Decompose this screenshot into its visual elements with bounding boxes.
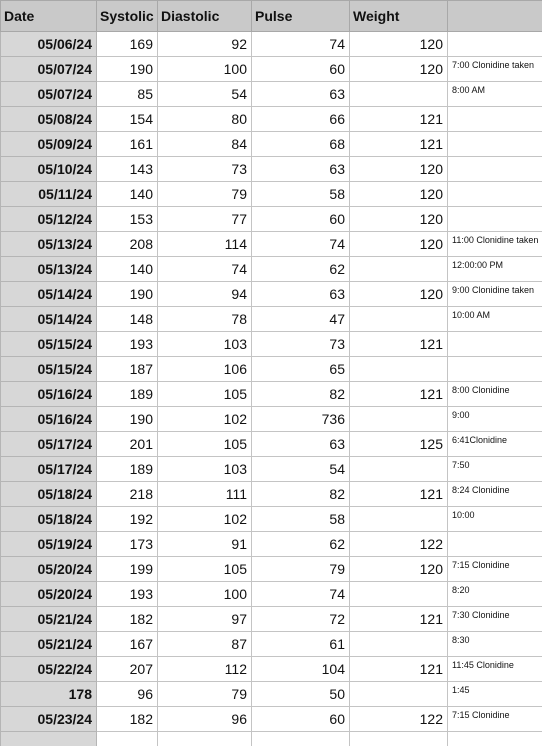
- systolic-cell[interactable]: 207: [97, 657, 158, 682]
- pulse-cell[interactable]: 60: [252, 707, 350, 732]
- note-cell[interactable]: [448, 582, 542, 607]
- weight-cell[interactable]: 120: [350, 557, 448, 582]
- note-cell[interactable]: [448, 682, 542, 707]
- diastolic-cell[interactable]: 87: [158, 632, 252, 657]
- table-row: [1, 482, 542, 507]
- pulse-cell[interactable]: 72: [252, 607, 350, 632]
- table-row: [1, 82, 542, 107]
- date-cell[interactable]: 05/17/24: [1, 432, 97, 457]
- diastolic-cell[interactable]: 74: [158, 257, 252, 282]
- table-row: [1, 182, 542, 207]
- note-text: 7:50: [452, 460, 470, 470]
- diastolic-cell[interactable]: 103: [158, 457, 252, 482]
- diastolic-cell[interactable]: 102: [158, 507, 252, 532]
- date-cell[interactable]: 05/12/24: [1, 207, 97, 232]
- pulse-cell[interactable]: 74: [252, 32, 350, 57]
- table-row: [1, 407, 542, 432]
- diastolic-cell[interactable]: 94: [158, 282, 252, 307]
- date-cell[interactable]: 05/09/24: [1, 132, 97, 157]
- column-header-weight[interactable]: Weight: [350, 1, 448, 32]
- note-cell[interactable]: [448, 332, 542, 357]
- table-row: [1, 207, 542, 232]
- note-cell[interactable]: [448, 282, 542, 307]
- diastolic-cell[interactable]: 112: [158, 657, 252, 682]
- weight-cell[interactable]: [350, 632, 448, 657]
- pulse-cell[interactable]: 736: [252, 407, 350, 432]
- table-row: [1, 157, 542, 182]
- note-text: 1:45: [452, 685, 470, 695]
- table-row: [1, 682, 542, 707]
- weight-cell[interactable]: [350, 307, 448, 332]
- systolic-cell[interactable]: 143: [97, 157, 158, 182]
- date-cell[interactable]: 05/13/24: [1, 232, 97, 257]
- note-text: 8:20: [452, 585, 470, 595]
- weight-cell[interactable]: 120: [350, 182, 448, 207]
- date-cell[interactable]: 05/07/24: [1, 82, 97, 107]
- diastolic-cell[interactable]: 79: [158, 182, 252, 207]
- pulse-cell[interactable]: [252, 732, 350, 746]
- pulse-cell[interactable]: 63: [252, 82, 350, 107]
- systolic-cell[interactable]: 140: [97, 182, 158, 207]
- table-row: [1, 307, 542, 332]
- note-cell[interactable]: [448, 382, 542, 407]
- table-row: [1, 332, 542, 357]
- systolic-cell[interactable]: 189: [97, 457, 158, 482]
- systolic-cell[interactable]: 218: [97, 482, 158, 507]
- systolic-cell[interactable]: 187: [97, 357, 158, 382]
- date-cell[interactable]: 05/17/24: [1, 457, 97, 482]
- weight-cell[interactable]: [350, 457, 448, 482]
- note-cell[interactable]: [448, 407, 542, 432]
- date-cell[interactable]: 05/18/24: [1, 507, 97, 532]
- systolic-cell[interactable]: 193: [97, 582, 158, 607]
- diastolic-cell[interactable]: 78: [158, 307, 252, 332]
- table-row: [1, 382, 542, 407]
- note-text: 10:00 AM: [452, 310, 491, 320]
- diastolic-cell[interactable]: 77: [158, 207, 252, 232]
- note-cell[interactable]: [448, 707, 542, 732]
- date-cell[interactable]: 05/06/24: [1, 32, 97, 57]
- pulse-cell[interactable]: 58: [252, 507, 350, 532]
- weight-cell[interactable]: [350, 82, 448, 107]
- note-text: 6:41Clonidine: [452, 435, 508, 445]
- pulse-cell[interactable]: 63: [252, 157, 350, 182]
- systolic-cell[interactable]: 161: [97, 132, 158, 157]
- table-row: [1, 357, 542, 382]
- date-cell[interactable]: 05/16/24: [1, 407, 97, 432]
- note-text: 8:24 Clonidine: [452, 485, 510, 495]
- pulse-cell[interactable]: 66: [252, 107, 350, 132]
- note-cell[interactable]: [448, 307, 542, 332]
- systolic-cell[interactable]: 96: [97, 682, 158, 707]
- pulse-cell[interactable]: 82: [252, 382, 350, 407]
- diastolic-cell[interactable]: 96: [158, 707, 252, 732]
- pulse-cell[interactable]: 60: [252, 207, 350, 232]
- weight-cell[interactable]: [350, 257, 448, 282]
- date-cell[interactable]: 05/14/24: [1, 307, 97, 332]
- table-row: [1, 257, 542, 282]
- weight-cell[interactable]: 121: [350, 482, 448, 507]
- pulse-cell[interactable]: 82: [252, 482, 350, 507]
- note-text: 12:00:00 PM: [452, 260, 504, 270]
- date-cell[interactable]: 05/18/24: [1, 482, 97, 507]
- weight-cell[interactable]: 120: [350, 207, 448, 232]
- weight-cell[interactable]: 120: [350, 32, 448, 57]
- column-header-pulse[interactable]: Pulse: [252, 1, 350, 32]
- date-cell[interactable]: 05/20/24: [1, 557, 97, 582]
- note-text: 7:15 Clonidine: [452, 710, 510, 720]
- note-cell[interactable]: [448, 432, 542, 457]
- note-text: 9:00: [452, 410, 470, 420]
- systolic-cell[interactable]: 190: [97, 57, 158, 82]
- diastolic-cell[interactable]: 54: [158, 82, 252, 107]
- note-cell[interactable]: [448, 732, 542, 746]
- diastolic-cell[interactable]: 105: [158, 382, 252, 407]
- note-cell[interactable]: [448, 182, 542, 207]
- note-cell[interactable]: [448, 457, 542, 482]
- note-cell[interactable]: [448, 357, 542, 382]
- date-cell[interactable]: 05/08/24: [1, 107, 97, 132]
- weight-cell[interactable]: 120: [350, 57, 448, 82]
- pulse-cell[interactable]: 74: [252, 582, 350, 607]
- table-row: [1, 107, 542, 132]
- pulse-cell[interactable]: 63: [252, 282, 350, 307]
- systolic-cell[interactable]: 208: [97, 232, 158, 257]
- pulse-cell[interactable]: 60: [252, 57, 350, 82]
- pulse-cell[interactable]: 79: [252, 557, 350, 582]
- pulse-cell[interactable]: 65: [252, 357, 350, 382]
- systolic-cell[interactable]: 154: [97, 107, 158, 132]
- weight-cell[interactable]: [350, 507, 448, 532]
- diastolic-cell[interactable]: 114: [158, 232, 252, 257]
- diastolic-cell[interactable]: 91: [158, 532, 252, 557]
- column-header-date[interactable]: Date: [1, 1, 97, 32]
- note-cell[interactable]: [448, 632, 542, 657]
- weight-cell[interactable]: 125: [350, 432, 448, 457]
- systolic-cell[interactable]: 190: [97, 407, 158, 432]
- diastolic-cell[interactable]: 97: [158, 607, 252, 632]
- systolic-cell[interactable]: 193: [97, 332, 158, 357]
- diastolic-cell[interactable]: 84: [158, 132, 252, 157]
- weight-cell[interactable]: [350, 682, 448, 707]
- weight-cell[interactable]: [350, 357, 448, 382]
- note-text: 10:00: [452, 510, 475, 520]
- note-text: 11:00 Clonidine taken: [452, 235, 539, 245]
- systolic-cell[interactable]: 182: [97, 607, 158, 632]
- pulse-cell[interactable]: 58: [252, 182, 350, 207]
- table-row: [1, 432, 542, 457]
- note-cell[interactable]: [448, 532, 542, 557]
- diastolic-cell[interactable]: 103: [158, 332, 252, 357]
- systolic-cell[interactable]: 173: [97, 532, 158, 557]
- diastolic-cell[interactable]: 79: [158, 682, 252, 707]
- weight-cell[interactable]: 122: [350, 707, 448, 732]
- diastolic-cell[interactable]: 105: [158, 557, 252, 582]
- systolic-cell[interactable]: 167: [97, 632, 158, 657]
- weight-cell[interactable]: 121: [350, 607, 448, 632]
- systolic-cell[interactable]: 140: [97, 257, 158, 282]
- date-cell[interactable]: 05/22/24: [1, 657, 97, 682]
- note-cell[interactable]: [448, 57, 542, 82]
- table-row: [1, 507, 542, 532]
- weight-cell[interactable]: 122: [350, 532, 448, 557]
- weight-cell[interactable]: 121: [350, 332, 448, 357]
- table-row: [1, 607, 542, 632]
- diastolic-cell[interactable]: 105: [158, 432, 252, 457]
- date-cell[interactable]: 05/21/24: [1, 607, 97, 632]
- weight-cell[interactable]: [350, 407, 448, 432]
- diastolic-cell[interactable]: 92: [158, 32, 252, 57]
- note-cell[interactable]: [448, 82, 542, 107]
- note-text: 9:00 Clonidine taken: [452, 285, 535, 295]
- systolic-cell[interactable]: 189: [97, 382, 158, 407]
- table-row: [1, 32, 542, 57]
- note-cell[interactable]: [448, 507, 542, 532]
- column-header-notes[interactable]: [448, 1, 542, 32]
- note-text: 8:00 Clonidine: [452, 385, 510, 395]
- systolic-cell[interactable]: [97, 732, 158, 746]
- pulse-cell[interactable]: 68: [252, 132, 350, 157]
- date-cell[interactable]: 05/13/24: [1, 257, 97, 282]
- note-cell[interactable]: [448, 657, 542, 682]
- weight-cell[interactable]: 120: [350, 282, 448, 307]
- table-row-partial: [1, 732, 542, 746]
- table-row: [1, 557, 542, 582]
- note-text: 8:30: [452, 635, 470, 645]
- pulse-cell[interactable]: 47: [252, 307, 350, 332]
- table-row: [1, 457, 542, 482]
- diastolic-cell[interactable]: 100: [158, 57, 252, 82]
- table-row: [1, 282, 542, 307]
- note-cell[interactable]: [448, 132, 542, 157]
- date-cell[interactable]: 05/21/24: [1, 632, 97, 657]
- note-cell[interactable]: [448, 257, 542, 282]
- date-cell[interactable]: 05/11/24: [1, 182, 97, 207]
- weight-cell[interactable]: 121: [350, 657, 448, 682]
- weight-cell[interactable]: 121: [350, 107, 448, 132]
- systolic-cell[interactable]: 182: [97, 707, 158, 732]
- date-cell[interactable]: 05/15/24: [1, 357, 97, 382]
- systolic-cell[interactable]: 169: [97, 32, 158, 57]
- date-cell[interactable]: 05/23/24: [1, 707, 97, 732]
- pulse-cell[interactable]: 104: [252, 657, 350, 682]
- pulse-cell[interactable]: 74: [252, 232, 350, 257]
- systolic-cell[interactable]: 153: [97, 207, 158, 232]
- note-text: 7:15 Clonidine: [452, 560, 510, 570]
- pulse-cell[interactable]: 73: [252, 332, 350, 357]
- note-text: 7:00 Clonidine taken: [452, 60, 535, 70]
- weight-cell[interactable]: 120: [350, 157, 448, 182]
- note-cell[interactable]: [448, 232, 542, 257]
- weight-cell[interactable]: [350, 732, 448, 746]
- table-row: [1, 57, 542, 82]
- header-row: [1, 1, 542, 32]
- note-cell[interactable]: [448, 557, 542, 582]
- systolic-cell[interactable]: 85: [97, 82, 158, 107]
- table-row: [1, 707, 542, 732]
- note-text: 11:45 Clonidine: [452, 660, 514, 670]
- table-row: [1, 132, 542, 157]
- pulse-cell[interactable]: 63: [252, 432, 350, 457]
- table-row: [1, 657, 542, 682]
- date-cell[interactable]: [1, 732, 97, 746]
- diastolic-cell[interactable]: 100: [158, 582, 252, 607]
- diastolic-cell[interactable]: 102: [158, 407, 252, 432]
- table-body: [1, 32, 542, 746]
- date-cell[interactable]: 05/14/24: [1, 282, 97, 307]
- diastolic-cell[interactable]: 80: [158, 107, 252, 132]
- pulse-cell[interactable]: 62: [252, 257, 350, 282]
- column-header-diastolic[interactable]: Diastolic: [158, 1, 252, 32]
- date-cell[interactable]: 05/19/24: [1, 532, 97, 557]
- weight-cell[interactable]: 121: [350, 382, 448, 407]
- systolic-cell[interactable]: 192: [97, 507, 158, 532]
- systolic-cell[interactable]: 148: [97, 307, 158, 332]
- date-cell[interactable]: 05/15/24: [1, 332, 97, 357]
- diastolic-cell[interactable]: [158, 732, 252, 746]
- column-header-systolic[interactable]: Systolic: [97, 1, 158, 32]
- pulse-cell[interactable]: 50: [252, 682, 350, 707]
- weight-cell[interactable]: [350, 582, 448, 607]
- date-cell[interactable]: 178: [1, 682, 97, 707]
- date-cell[interactable]: 05/20/24: [1, 582, 97, 607]
- diastolic-cell[interactable]: 111: [158, 482, 252, 507]
- pulse-cell[interactable]: 61: [252, 632, 350, 657]
- systolic-cell[interactable]: 199: [97, 557, 158, 582]
- note-text: 8:00 AM: [452, 85, 486, 95]
- note-cell[interactable]: [448, 107, 542, 132]
- date-cell[interactable]: 05/07/24: [1, 57, 97, 82]
- pulse-cell[interactable]: 54: [252, 457, 350, 482]
- table-row: [1, 232, 542, 257]
- systolic-cell[interactable]: 190: [97, 282, 158, 307]
- diastolic-cell[interactable]: 106: [158, 357, 252, 382]
- weight-cell[interactable]: 120: [350, 232, 448, 257]
- pulse-cell[interactable]: 62: [252, 532, 350, 557]
- note-text: 7:30 Clonidine: [452, 610, 510, 620]
- note-cell[interactable]: [448, 157, 542, 182]
- date-cell[interactable]: 05/16/24: [1, 382, 97, 407]
- table-row: [1, 532, 542, 557]
- table-row: [1, 632, 542, 657]
- diastolic-cell[interactable]: 73: [158, 157, 252, 182]
- date-cell[interactable]: 05/10/24: [1, 157, 97, 182]
- systolic-cell[interactable]: 201: [97, 432, 158, 457]
- note-cell[interactable]: [448, 32, 542, 57]
- table-row: [1, 582, 542, 607]
- note-cell[interactable]: [448, 482, 542, 507]
- note-cell[interactable]: [448, 207, 542, 232]
- note-cell[interactable]: [448, 607, 542, 632]
- weight-cell[interactable]: 121: [350, 132, 448, 157]
